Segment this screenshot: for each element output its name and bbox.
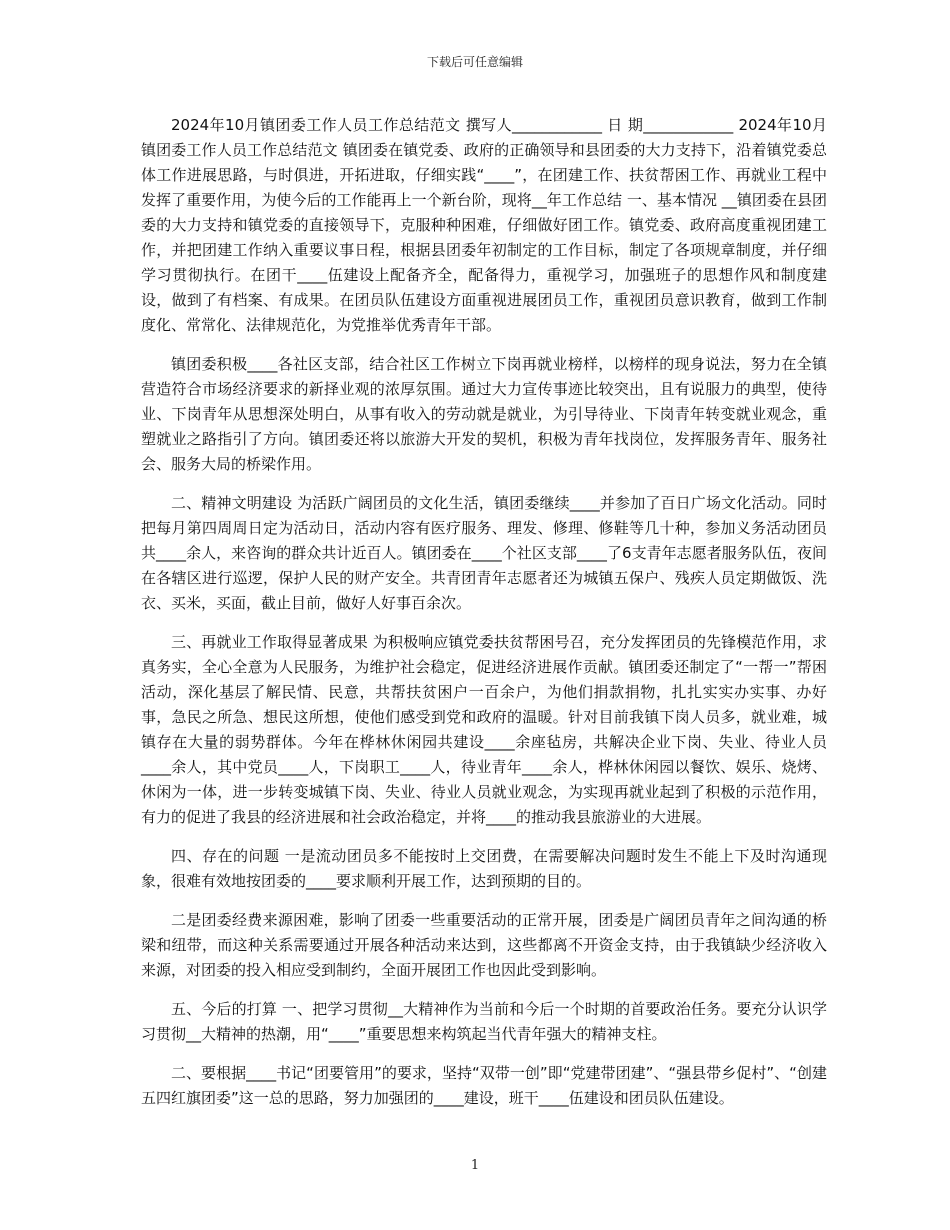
paragraph-funding: 二是团委经费来源困难，影响了团委一些重要活动的正常开展，团委是广阔团员青年之间沟通的桥梁和纽带，而这种关系需要通过开展各种活动来达到，这些都离不开资金支持，由于我镇缺少经济收入来源，对团委的投入相应受到制约，全面开展团工作也因此受到影响。 bbox=[141, 911, 827, 979]
paragraph-reemployment: 三、再就业工作取得显著成果 为积极响应镇党委扶贫帮困号召，充分发挥团员的先锋模范作用，求真务实，全心全意为人民服务，为维护社会稳定，促进经济进展作贡献。镇团委还制定了“一帮一”帮困活动，深化基层了解民情、民意，共帮扶贫困户一百余户，为他们捐款捐物，扎扎实实办实事、办好事，急民之所急、想民这所想，使他们感受到党和政府的温暖。针对目前我镇下岗人员多，就业难，城镇存在大量的弱势群体。今年在桦林休闲园共建设____余座毡房，共解决企业下岗、失业、待业人员____余人，其中党员____人，下岗职工____人，待业青年____余人，桦林休闲园以餐饮、娱乐、烧烤、休闲为一体，进一步转变城镇下岗、失业、待业人员就业观念，为实现再就业起到了积极的示范作用，有力的促进了我县的经济进展和社会政治稳定，并将____的推动我县旅游业的大进展。 bbox=[141, 633, 827, 826]
paragraph-problems: 四、存在的问题 一是流动团员多不能按时上交团费，在需要解决问题时发生不能上下及时沟通现象，很难有效地按团委的____要求顺利开展工作，达到预期的目的。 bbox=[141, 847, 827, 890]
page-header: 下载后可任意编辑 bbox=[426, 55, 523, 69]
paragraph-plans-2: 二、要根据____书记“团要管用”的要求，坚持“双带一创”即“党建带团建”、“强县带乡促村”、“创建五四红旗团委”这一总的思路，努力加强团的____建设，班干____伍建设和团员队伍建设。 bbox=[141, 1064, 827, 1107]
paragraph-intro: 2024年10月镇团委工作人员工作总结范文 撰写人____________ 日 期____________ 2024年10月镇团委工作人员工作总结范文 镇团委在镇党委、政府的正确领导和县团委的大力支持下，沿着镇党委总体工作进展思路，与时俱进，开拓进取，仔细实践“____”，在团建工作、扶贫帮困工作、再就业工程中发挥了重要作用，为使今后的工作能再上一个新台阶，现将__年工作总结 一、基本情况 __镇团委在县团委的大力支持和镇党委的直接领导下，克服种种困难，仔细做好团工作。镇党委、政府高度重视团建工作，并把团建工作纳入重要议事日程，根据县团委年初制定的工作目标，制定了各项规章制度，并仔细学习贯彻执行。在团干____伍建设上配备齐全，配备得力，重视学习，加强班子的思想作风和制度建设，做到了有档案、有成果。在团员队伍建设方面重视进展团员工作，重视团员意识教育，做到工作制度化、常常化、法律规范化，为党推举优秀青年干部。 bbox=[141, 116, 827, 334]
paragraph-civilization: 二、精神文明建设 为活跃广阔团员的文化生活，镇团委继续____并参加了百日广场文化活动。同时把每月第四周周日定为活动日，活动内容有医疗服务、理发、修理、修鞋等几十种，参加义务活动团员共____余人，来咨询的群众共计近百人。镇团委在____个社区支部____了6支青年志愿者服务队伍，夜间在各辖区进行巡逻，保护人民的财产安全。共青团青年志愿者还为城镇五保户、残疾人员定期做饭、洗衣、买米，买面，截止目前，做好人好事百余次。 bbox=[141, 494, 827, 612]
paragraph-plans: 五、今后的打算 一、把学习贯彻__大精神作为当前和今后一个时期的首要政治任务。要充分认识学习贯彻__大精神的热潮，用“____”重要思想来构筑起当代青年强大的精神支柱。 bbox=[141, 1000, 827, 1043]
document-body bbox=[141, 113, 827, 1125]
page-number: 1 bbox=[470, 1158, 480, 1173]
paragraph-community: 镇团委积极____各社区支部，结合社区工作树立下岗再就业榜样，以榜样的现身说法，努力在全镇营造符合市场经济要求的新择业观的浓厚氛围。通过大力宣传事迹比较突出，且有说服力的典型，使待业、下岗青年从思想深处明白，从事有收入的劳动就是就业，为引导待业、下岗青年转变就业观念，重塑就业之路指引了方向。镇团委还将以旅游大开发的契机，积极为青年找岗位，发挥服务青年、服务社会、服务大局的桥梁作用。 bbox=[141, 355, 827, 473]
